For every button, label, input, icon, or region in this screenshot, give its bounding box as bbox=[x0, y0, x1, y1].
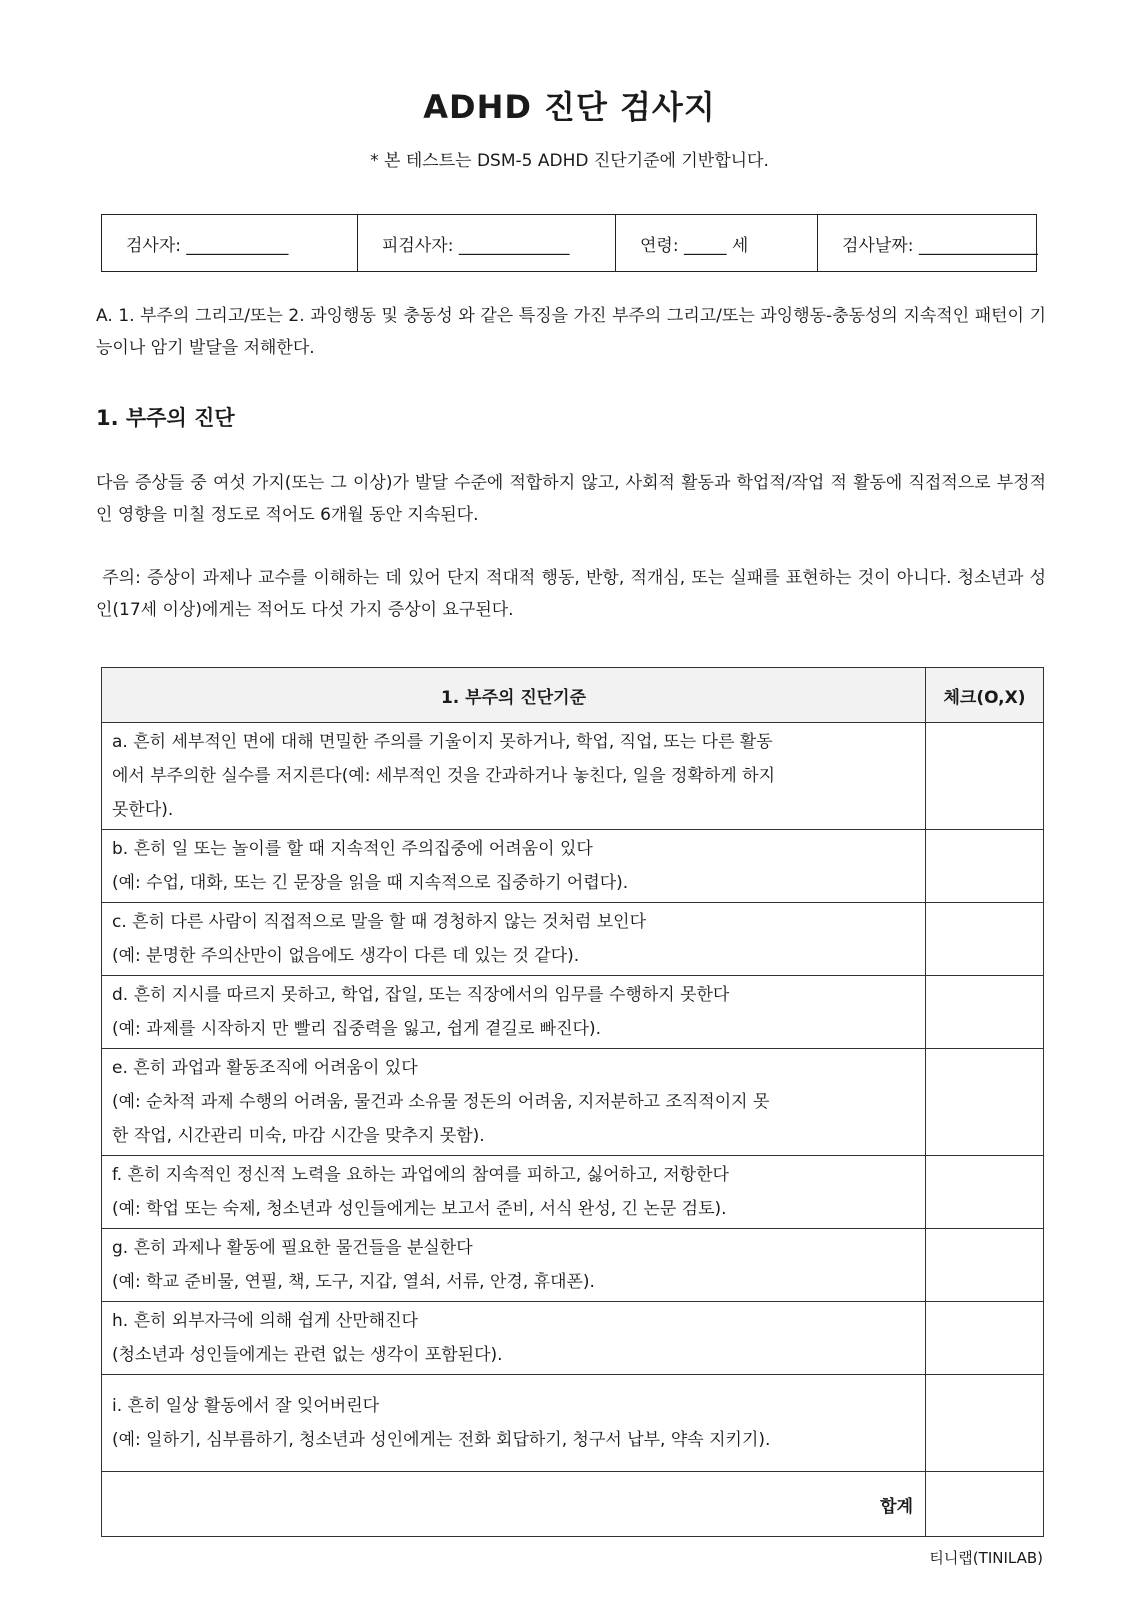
examinee-info-table bbox=[101, 214, 1037, 272]
check-cell[interactable] bbox=[926, 1375, 1044, 1472]
criteria-table-header bbox=[102, 668, 1044, 723]
check-cell[interactable] bbox=[926, 1229, 1044, 1302]
section-heading: 1. 부주의 진단 bbox=[96, 406, 235, 430]
table-row bbox=[102, 723, 1044, 830]
section-note: 주의: 증상이 과제나 교수를 이해하는 데 있어 단지 적대적 행동, 반항, 적개심, 또는 실패를 표현하는 것이 아니다. 청소년과 성인(17세 이상)에게는 적어도 다섯 가지 증상이 요구된다. bbox=[96, 568, 1046, 620]
criterion-line: c. 흔히 다른 사람이 직접적으로 말을 할 때 경청하지 않는 것처럼 보인다 bbox=[112, 912, 647, 932]
check-cell[interactable] bbox=[926, 976, 1044, 1049]
table-row bbox=[102, 976, 1044, 1049]
section-description: 다음 증상들 중 여섯 가지(또는 그 이상)가 발달 수준에 적합하지 않고, 사회적 활동과 학업적/작업 적 활동에 직접적으로 부정적인 영향을 미칠 정도로 적어도 6개월 동안 지속된다. bbox=[96, 473, 1046, 525]
check-cell[interactable] bbox=[926, 1302, 1044, 1375]
table-row bbox=[102, 1302, 1044, 1375]
criterion-line: 한 작업, 시간관리 미숙, 마감 시간을 맞추지 못함). bbox=[112, 1126, 485, 1146]
criterion-a-text: A. 1. 부주의 그리고/또는 2. 과잉행동 및 충동성 와 같은 특징을 가진 부주의 그리고/또는 과잉행동-충동성의 지속적인 패턴이 기능이나 암기 발달을 저해한다. bbox=[96, 306, 1046, 358]
table-row bbox=[102, 1156, 1044, 1229]
table-row bbox=[102, 830, 1044, 903]
check-column-header: 체크(O,X) bbox=[926, 668, 1044, 723]
criterion-line: a. 흔히 세부적인 면에 대해 면밀한 주의를 기울이지 못하거나, 학업, 직업, 또는 다른 활동 bbox=[112, 732, 773, 752]
examiner-field: 검사자: ____________ bbox=[102, 215, 358, 272]
criterion-line: (청소년과 성인들에게는 관련 없는 생각이 포함된다). bbox=[112, 1345, 503, 1365]
total-row bbox=[102, 1472, 1044, 1537]
criterion-line: e. 흔히 과업과 활동조직에 어려움이 있다 bbox=[112, 1058, 418, 1078]
criterion-line: (예: 일하기, 심부름하기, 청소년과 성인에게는 전화 회답하기, 청구서 납부, 약속 지키기). bbox=[112, 1430, 771, 1450]
criterion-item-a bbox=[102, 723, 926, 830]
criterion-line: 에서 부주의한 실수를 저지른다(예: 세부적인 것을 간과하거나 놓친다, 일을 정확하게 하지 bbox=[112, 766, 775, 786]
criterion-item-g bbox=[102, 1229, 926, 1302]
criterion-line: b. 흔히 일 또는 놀이를 할 때 지속적인 주의집중에 어려움이 있다 bbox=[112, 839, 593, 859]
table-row bbox=[102, 1375, 1044, 1472]
criterion-item-i bbox=[102, 1375, 926, 1472]
check-cell[interactable] bbox=[926, 1049, 1044, 1156]
criterion-line: (예: 수업, 대화, 또는 긴 문장을 읽을 때 지속적으로 집중하기 어렵다). bbox=[112, 873, 629, 893]
total-label: 합계 bbox=[102, 1472, 926, 1537]
criterion-line: 못한다). bbox=[112, 800, 174, 820]
date-field: 검사날짜: ______________ bbox=[818, 215, 1037, 272]
criterion-line: (예: 학교 준비물, 연필, 책, 도구, 지갑, 열쇠, 서류, 안경, 휴대폰). bbox=[112, 1272, 595, 1292]
criterion-line: (예: 과제를 시작하지 만 빨리 집중력을 잃고, 쉽게 곁길로 빠진다). bbox=[112, 1019, 601, 1039]
criterion-line: i. 흔히 일상 활동에서 잘 잊어버린다 bbox=[112, 1396, 380, 1416]
table-row bbox=[102, 903, 1044, 976]
document-subtitle: * 본 테스트는 DSM-5 ADHD 진단기준에 기반합니다. bbox=[370, 151, 769, 171]
criterion-line: (예: 순차적 과제 수행의 어려움, 물건과 소유물 정돈의 어려움, 지저분하고 조직적이지 못 bbox=[112, 1092, 770, 1112]
check-cell[interactable] bbox=[926, 723, 1044, 830]
criterion-line: h. 흔히 외부자극에 의해 쉽게 산만해진다 bbox=[112, 1311, 418, 1331]
document-title: ADHD 진단 검사지 bbox=[423, 88, 716, 126]
check-cell[interactable] bbox=[926, 903, 1044, 976]
age-field: 연령: _____ 세 bbox=[616, 215, 818, 272]
criterion-line: g. 흔히 과제나 활동에 필요한 물건들을 분실한다 bbox=[112, 1238, 473, 1258]
criterion-item-d bbox=[102, 976, 926, 1049]
criterion-line: (예: 학업 또는 숙제, 청소년과 성인들에게는 보고서 준비, 서식 완성, 긴 논문 검토). bbox=[112, 1199, 727, 1219]
examinee-field: 피검사자: _____________ bbox=[358, 215, 616, 272]
check-cell[interactable] bbox=[926, 1156, 1044, 1229]
criterion-item-b bbox=[102, 830, 926, 903]
criterion-line: f. 흔히 지속적인 정신적 노력을 요하는 과업에의 참여를 피하고, 싫어하고, 저항한다 bbox=[112, 1165, 729, 1185]
footer-brand: 티니랩(TINILAB) bbox=[929, 1549, 1043, 1567]
table-row bbox=[102, 1229, 1044, 1302]
criterion-line: d. 흔히 지시를 따르지 못하고, 학업, 잡일, 또는 직장에서의 임무를 수행하지 못한다 bbox=[112, 985, 730, 1005]
table-row bbox=[102, 1049, 1044, 1156]
criterion-item-c bbox=[102, 903, 926, 976]
criteria-table bbox=[101, 667, 1044, 1537]
check-cell[interactable] bbox=[926, 830, 1044, 903]
criteria-column-header: 1. 부주의 진단기준 bbox=[102, 668, 926, 723]
criterion-item-h bbox=[102, 1302, 926, 1375]
criterion-line: (예: 분명한 주의산만이 없음에도 생각이 다른 데 있는 것 같다). bbox=[112, 946, 580, 966]
criterion-item-e bbox=[102, 1049, 926, 1156]
total-cell[interactable] bbox=[926, 1472, 1044, 1537]
criterion-item-f bbox=[102, 1156, 926, 1229]
